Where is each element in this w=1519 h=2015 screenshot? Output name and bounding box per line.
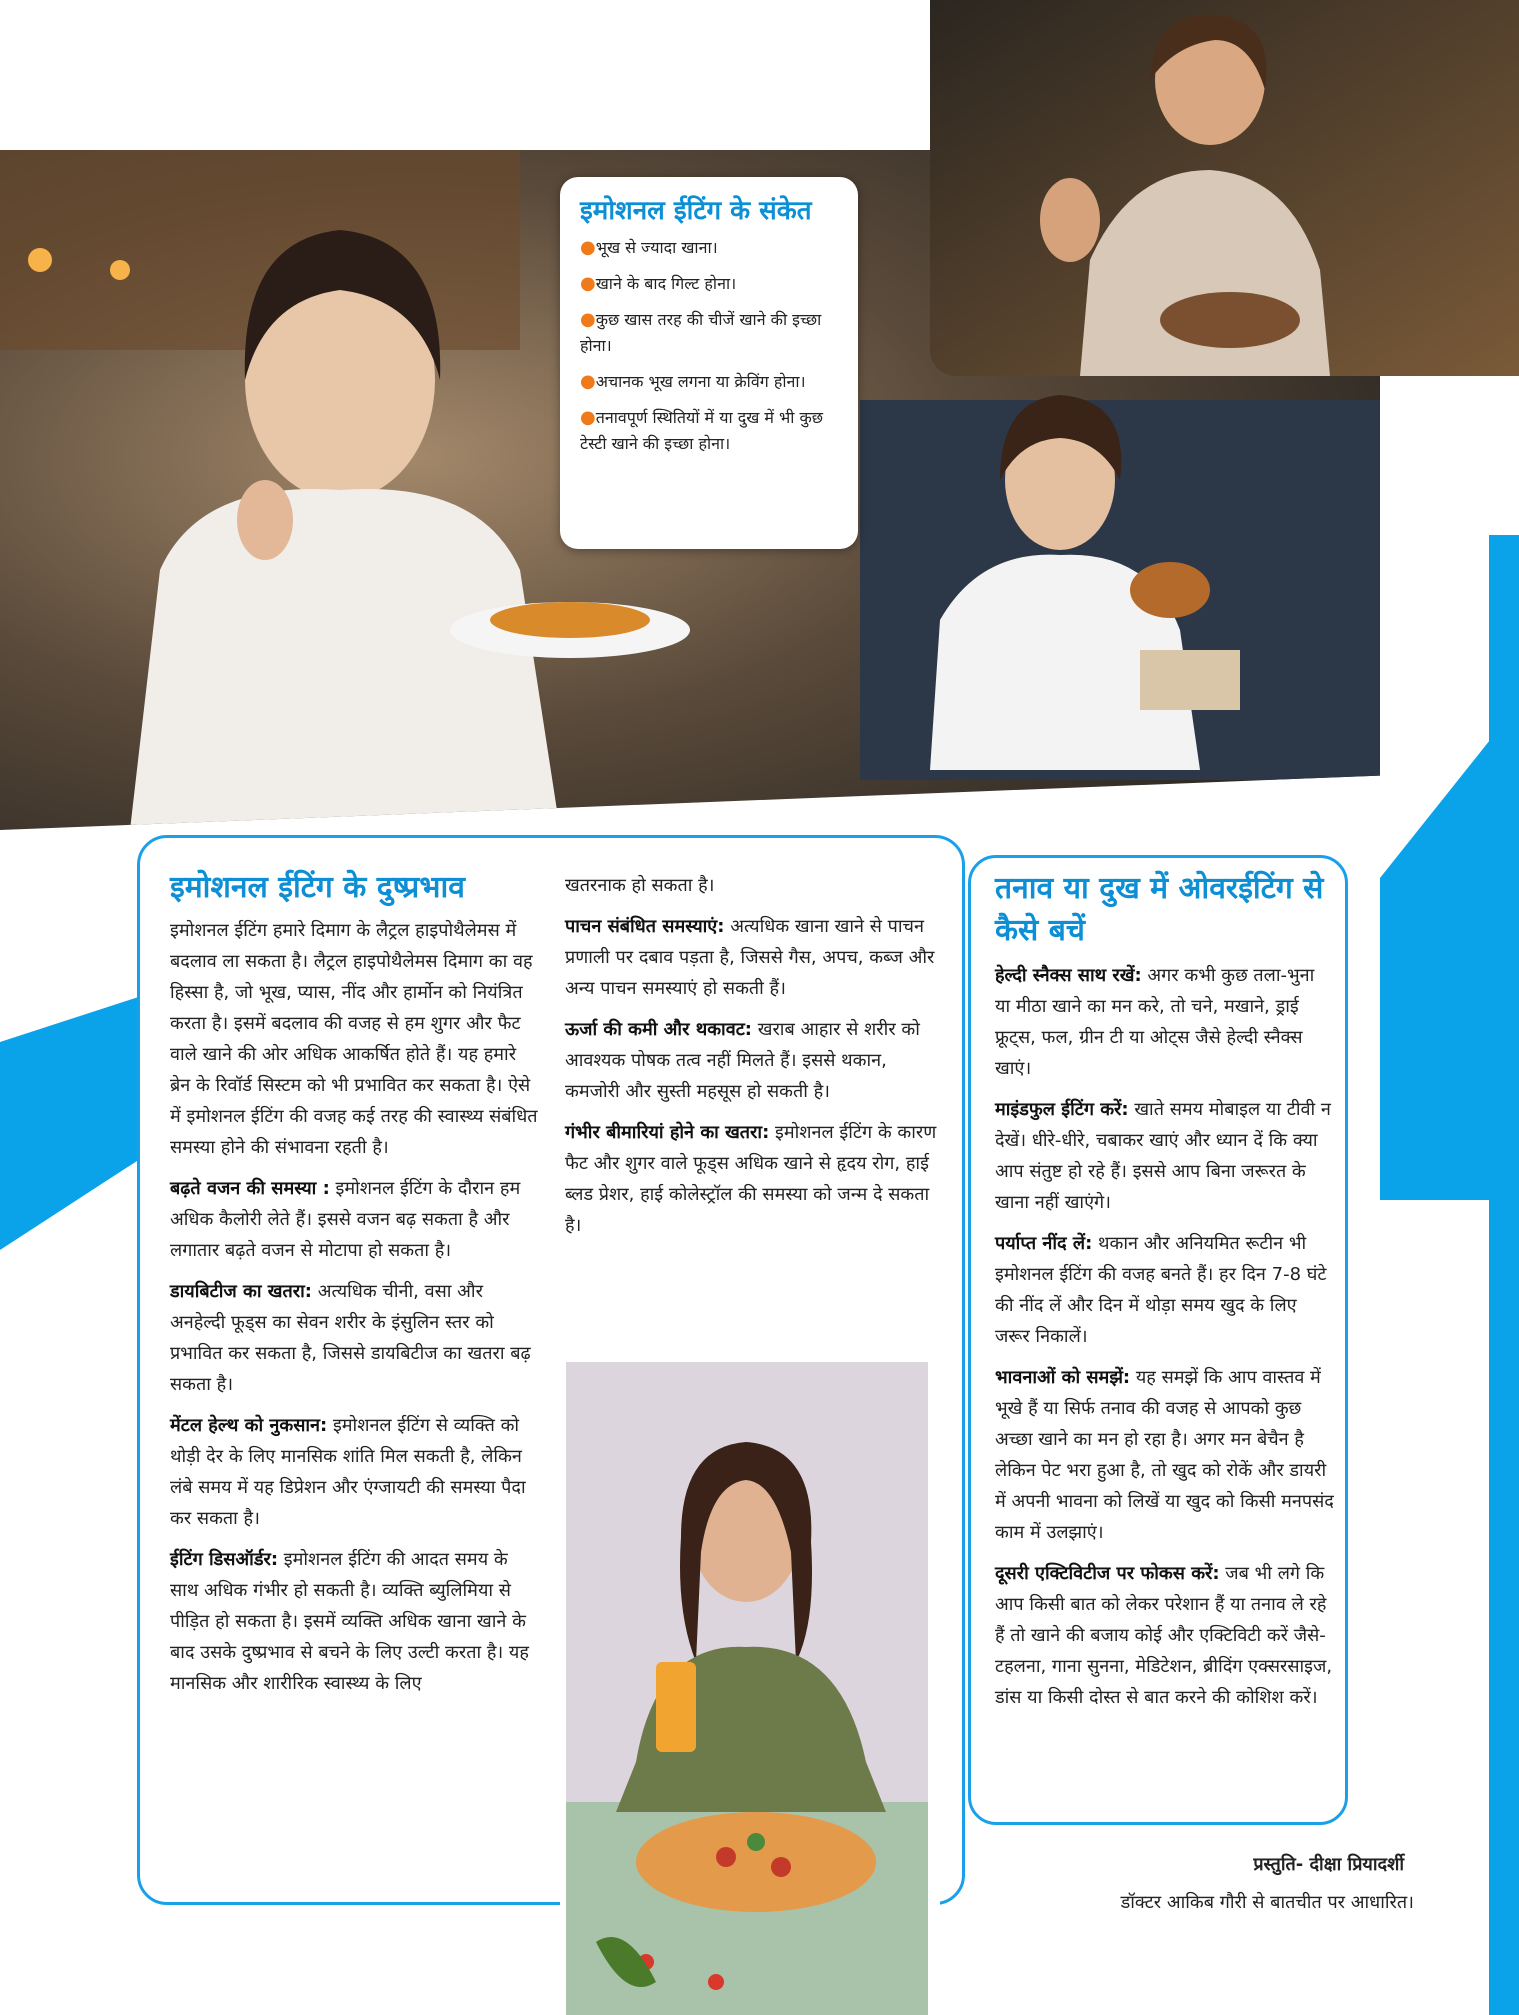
effects-item-heading: मेंटल हेल्थ को नुकसान:	[170, 1415, 328, 1436]
effects-column-1	[170, 915, 540, 1709]
signs-item	[580, 369, 844, 395]
avoid-item	[995, 1362, 1335, 1548]
effects-column-2	[565, 870, 937, 1251]
decorative-blue-bar	[1489, 535, 1519, 2015]
signs-item-text: अचानक भूख लगना या क्रेविंग होना।	[595, 372, 806, 391]
photo-woman-pizza-juice	[566, 1362, 928, 2015]
effects-item-text: इमोशनल ईटिंग की आदत समय के साथ अधिक गंभीर हो सकती है। व्यक्ति ब्युलिमिया से पीड़ित हो सकता है। इसमें व्यक्ति अधिक खाना खाने के बाद उसके दुष्प्रभाव से बचने के लिए उल्टी करता है। यह मानसिक और शारीरिक स्वास्थ्य के लिए	[170, 1549, 529, 1694]
effects-item-text: इमोशनल ईटिंग के कारण फैट और शुगर वाले फूड्स अधिक खाने से हृदय रोग, हाई ब्लड प्रेशर, हाई कोलेस्ट्रॉल की समस्या को जन्म दे सकता है।	[565, 1122, 937, 1236]
effects-item-heading: गंभीर बीमारियां होने का खतरा:	[565, 1122, 770, 1143]
avoid-item-text: जब भी लगे कि आप किसी बात को लेकर परेशान हैं या तनाव ले रहे हैं तो खाने की बजाय कोई और एक्टिविटी करें जैसे- टहलना, गाना सुनना, मेडिटेशन, ब्रीदिंग एक्सरसाइज, डांस या किसी दोस्त से बात करने की कोशिश करें।	[995, 1563, 1333, 1708]
avoid-item-heading: भावनाओं को समझें:	[995, 1367, 1131, 1388]
effects-item-heading: डायबिटीज का खतरा:	[170, 1281, 312, 1302]
signs-title: इमोशनल ईटिंग के संकेत	[580, 196, 812, 226]
avoid-item-text: यह समझें कि आप वास्तव में भूखे हैं या सिर्फ तनाव की वजह से आपको कुछ अच्छा खाने का मन हो रहा है। अगर मन बेचैन है लेकिन पेट भरा हुआ है, तो खुद को रोकें और डायरी में अपनी भावना को लिखें या खुद को किसी मनपसंद काम में उलझाएं।	[995, 1367, 1334, 1543]
decorative-blue-shape-left	[0, 990, 160, 1250]
bullet-icon: ●	[580, 237, 596, 258]
avoid-column	[995, 960, 1335, 1723]
effects-item-text: अत्यधिक चीनी, वसा और अनहेल्दी फूड्स का सेवन शरीर के इंसुलिन स्तर को प्रभावित कर सकता है, जिससे डायबिटीज का खतरा बढ़ सकता है।	[170, 1281, 531, 1395]
bullet-icon: ●	[580, 407, 596, 428]
avoid-item-text: खाते समय मोबाइल या टीवी न देखें। धीरे-धीरे, चबाकर खाएं और ध्यान दें कि क्या आप संतुष्ट हो रहे हैं। इससे आप बिना जरूरत के खाना नहीं खाएंगे।	[995, 1099, 1331, 1213]
effects-item-text: इमोशनल ईटिंग के दौरान हम अधिक कैलोरी लेते हैं। इससे वजन बढ़ सकता है और लगातार बढ़ते वजन से मोटापा हो सकता है।	[170, 1178, 521, 1261]
effects-item-heading: बढ़ते वजन की समस्या :	[170, 1178, 330, 1199]
effects-item-heading: ईटिंग डिसऑर्डर:	[170, 1549, 279, 1570]
effects-item-text: अत्यधिक खाना खाने से पाचन प्रणाली पर दबाव पड़ता है, जिससे गैस, अपच, कब्ज और अन्य पाचन समस्याएं हो सकती हैं।	[565, 916, 935, 999]
bullet-icon: ●	[580, 309, 596, 330]
avoid-item	[995, 1094, 1335, 1218]
avoid-item	[995, 1228, 1335, 1352]
avoid-item-text: अगर कभी कुछ तला-भुना या मीठा खाने का मन करे, तो चने, मखाने, ड्राई फ्रूट्स, फल, ग्रीन टी या ओट्स जैसे हेल्दी स्नैक्स खाएं।	[995, 965, 1315, 1079]
effects-continued: खतरनाक हो सकता है।	[565, 875, 715, 896]
signs-item	[580, 271, 844, 297]
effects-item-text: खराब आहार से शरीर को आवश्यक पोषक तत्व नहीं मिलते हैं। इससे थकान, कमजोरी और सुस्ती महसूस हो सकती है।	[565, 1019, 920, 1102]
effects-item	[170, 1173, 540, 1266]
bullet-icon: ●	[580, 273, 596, 294]
signs-item-text: भूख से ज्यादा खाना।	[595, 238, 718, 257]
signs-item	[580, 235, 844, 261]
avoid-item	[995, 960, 1335, 1084]
avoid-item-text: थकान और अनियमित रूटीन भी इमोशनल ईटिंग की वजह बनते हैं। हर दिन 7-8 घंटे की नींद लें और दिन में थोड़ा समय खुद के लिए जरूर निकालें।	[995, 1233, 1327, 1347]
effects-item-heading: ऊर्जा की कमी और थकावट:	[565, 1019, 752, 1040]
effects-item	[170, 1276, 540, 1400]
effects-item	[565, 1117, 937, 1241]
effects-item-text: इमोशनल ईटिंग से व्यक्ति को थोड़ी देर के लिए मानसिक शांति मिल सकती है, लेकिन लंबे समय में यह डिप्रेशन और एंग्जायटी की समस्या पैदा कर सकता है।	[170, 1415, 526, 1529]
avoid-item-heading: माइंडफुल ईटिंग करें:	[995, 1099, 1129, 1120]
effects-item	[565, 911, 937, 1004]
author-credit: प्रस्तुति- दीक्षा प्रियादर्शी	[1253, 1854, 1404, 1875]
effects-item	[170, 1544, 540, 1699]
effects-item-heading: पाचन संबंधित समस्याएं:	[565, 916, 725, 937]
bullet-icon: ●	[580, 371, 596, 392]
avoid-item-heading: दूसरी एक्टिविटीज पर फोकस करें:	[995, 1563, 1220, 1584]
signs-item-text: कुछ खास तरह की चीजें खाने की इच्छा होना।	[580, 310, 822, 355]
effects-intro: इमोशनल ईटिंग हमारे दिमाग के लैट्रल हाइपोथैलेमस में बदलाव ला सकता है। लैट्रल हाइपोथैलेमस दिमाग का वह हिस्सा है, जो भूख, प्यास, नींद और हार्मोन को नियंत्रित करता है। इसमें बदलाव की वजह से हम शुगर और फैट वाले खाने की ओर अधिक आकर्षित होते हैं। यह हमारे ब्रेन के रिवॉर्ड सिस्टम को भी प्रभावित कर सकता है। ऐसे में इमोशनल ईटिंग की वजह कई तरह की स्वास्थ्य संबंधित समस्या होने की संभावना रहती है।	[170, 920, 538, 1158]
avoid-item	[995, 1558, 1335, 1713]
avoid-item-heading: पर्याप्त नींद लें:	[995, 1233, 1093, 1254]
signs-item	[580, 307, 844, 359]
source-credit: डॉक्टर आकिब गौरी से बातचीत पर आधारित।	[1120, 1892, 1414, 1913]
effects-item	[170, 1410, 540, 1534]
signs-item	[580, 405, 844, 457]
effects-item	[565, 1014, 937, 1107]
decorative-blue-shape-right	[1380, 740, 1490, 1200]
signs-box	[560, 177, 858, 549]
signs-item-text: तनावपूर्ण स्थितियों में या दुख में भी कुछ टेस्टी खाने की इच्छा होना।	[580, 408, 824, 453]
avoid-title: तनाव या दुख में ओवरईटिंग से कैसे बचें	[995, 871, 1324, 948]
photo-woman-eating-night	[930, 0, 1519, 376]
effects-title: इमोशनल ईटिंग के दुष्प्रभाव	[170, 870, 465, 905]
signs-item-text: खाने के बाद गिल्ट होना।	[595, 274, 737, 293]
avoid-item-heading: हेल्दी स्नैक्स साथ रखें:	[995, 965, 1142, 986]
